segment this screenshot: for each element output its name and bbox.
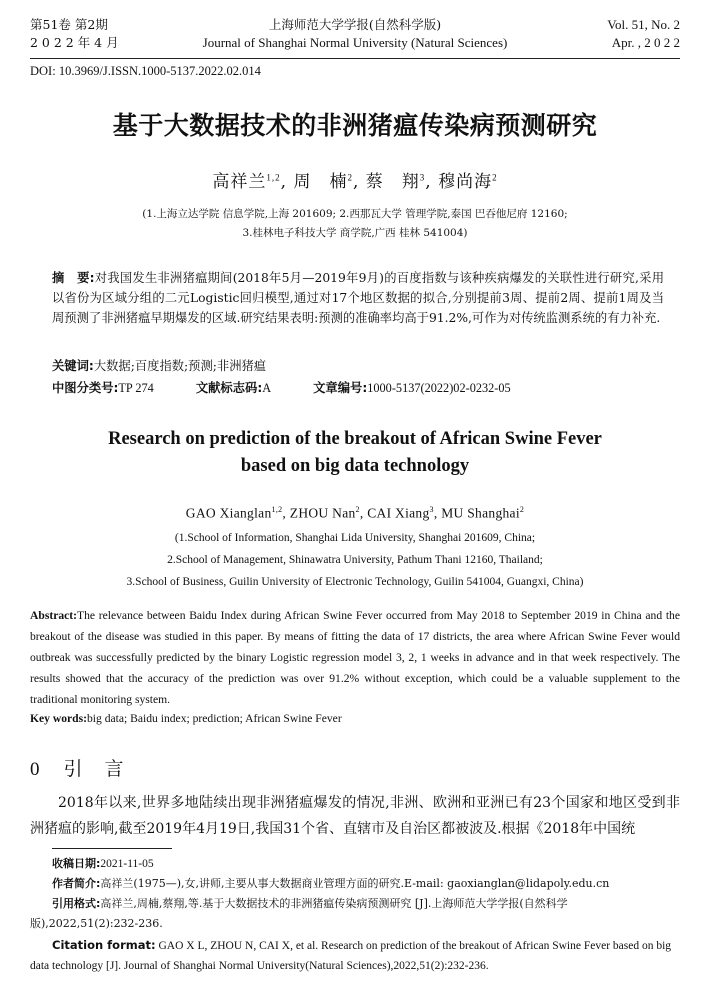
author-en-4-sup: 2 — [519, 505, 525, 514]
cite-en-value: GAO X L, ZHOU N, CAI X, et al. Research on prediction of the breakout of African Swine Fever based on big data technology [J]. Journal of Shanghai Normal University(Natural Sciences),2022,51(2):232-236. — [30, 940, 672, 972]
journal-en: Journal of Shanghai Normal University (Natural Sciences) — [202, 35, 508, 50]
author-bio-value: 高祥兰(1975—),女,讲师,主要从事大数据商业管理方面的研究.E-mail: gaoxianglan@lidapoly.edu.cn — [100, 877, 610, 890]
affiliation-cn-1: (1.上海立达学院 信息学院,上海 201609; 2.西那瓦大学 管理学院,泰国 巴吞他尼府 12160; — [142, 208, 568, 220]
header-center — [0, 16, 710, 52]
keywords-cn-text: 大数据;百度指数;预测;非洲猪瘟 — [93, 359, 267, 373]
received-label: 收稿日期: — [52, 857, 101, 870]
title-cn: 基于大数据技术的非洲猪瘟传染病预测研究 — [112, 111, 598, 140]
title-en-line-2: based on big data technology — [240, 456, 470, 476]
doc-code-label: 文献标志码: — [195, 381, 263, 395]
author-en-1: GAO Xianglan — [185, 505, 272, 521]
footnote-rule — [52, 848, 172, 849]
author-cn-4-sup: 2 — [492, 172, 498, 183]
keywords-cn — [52, 356, 664, 376]
abstract-en — [30, 605, 680, 710]
footnote-cite-cn — [30, 894, 672, 934]
keywords-en-label: Key words: — [30, 712, 87, 725]
author-en-2: ZHOU Nan — [289, 505, 356, 521]
keywords-en-text: big data; Baidu index; prediction; African Swine Fever — [87, 712, 342, 725]
classification-cn — [52, 378, 664, 398]
author-cn-3-sup: 3 — [419, 172, 426, 183]
doc-code-value: A — [262, 381, 272, 395]
affiliation-cn-2: 3.桂林电子科技大学 商学院,广西 桂林 541004) — [242, 227, 468, 239]
abstract-en-label: Abstract: — [30, 609, 78, 622]
doi: DOI: 10.3969/J.ISSN.1000-5137.2022.02.014 — [30, 64, 261, 78]
author-cn-3: 蔡 翔 — [365, 172, 420, 192]
footnote-cite-en — [30, 935, 672, 976]
keywords-cn-label: 关键词: — [52, 359, 94, 373]
cite-cn-label: 引用格式: — [52, 897, 101, 910]
abstract-cn-text: 对我国发生非洲猪瘟期间(2018年5月—2019年9月)的百度指数与该种疾病爆发的关联性进行研究,采用以省份为区域分组的二元Logistic回归模型,通过对17个地区数据的拟合,分别提前3周、提前2周、提前1周及当周预测了非洲猪瘟早期爆发的区域.研究结果表明:预测的准确率均高于91.2%,可作为对传统监测系统的有力补充. — [52, 271, 664, 325]
keywords-en — [30, 709, 680, 729]
authors-cn: 高祥兰$^{1,2}$, 周 楠$^2$, 蔡 翔$^3$, 穆尚海$^2$ — [212, 172, 498, 192]
received-value: 2021-11-05 — [100, 858, 154, 870]
affiliation-en-2: 2.School of Management, Shinawatra University, Pathum Thani 12160, Thailand; — [167, 554, 543, 566]
author-en-3: CAI Xiang — [367, 505, 430, 521]
article-no-value: 1000-5137(2022)02-0232-05 — [367, 381, 511, 395]
author-cn-1-sup: 1,2 — [266, 172, 281, 183]
article-no-label: 文章编号: — [313, 381, 368, 395]
author-bio-label: 作者简介: — [52, 877, 101, 890]
affiliation-en-3: 3.School of Business, Guilin University of Electronic Technology, Guilin 541004, Guangxi, China) — [126, 576, 584, 588]
affiliation-en-1: (1.School of Information, Shanghai Lida University, Shanghai 201609, China; — [174, 532, 536, 544]
header-right — [607, 16, 680, 52]
author-en-1-sup: 1,2 — [271, 505, 283, 514]
author-en-4: MU Shanghai — [441, 505, 520, 521]
abstract-cn-label: 摘 要: — [52, 271, 95, 285]
volume-en: Vol. 51, No. 2 — [607, 17, 680, 32]
cite-en-label: Citation format: — [52, 938, 156, 952]
body-paragraph: 2018年以来,世界多地陆续出现非洲猪瘟爆发的情况,非洲、欧洲和亚洲已有23个国家和地区受到非洲猪瘟的影响,截至2019年4月19日,我国31个省、直辖市及自治区都被波及.根据《2018年中国统 — [30, 795, 680, 837]
author-cn-2: 周 楠 — [293, 172, 348, 192]
section-heading — [30, 754, 146, 781]
section-number: 0 — [30, 759, 42, 780]
clc-value: TP 274 — [118, 381, 154, 395]
header-rule — [30, 58, 680, 59]
section-title: 引言 — [63, 758, 146, 780]
author-cn-1: 高祥兰 — [212, 172, 267, 192]
title-en — [0, 426, 710, 480]
author-cn-2-sup: 2 — [347, 172, 353, 183]
volume-cn: 第51卷 第2期 — [30, 17, 108, 32]
abstract-cn — [52, 268, 664, 328]
cite-cn-value: 高祥兰,周楠,蔡翔,等.基于大数据技术的非洲猪瘟传染病预测研究 [J].上海师范大学学报(自然科学版),2022,51(2):232-236. — [30, 897, 568, 930]
journal-cn: 上海师范大学学报(自然科学版) — [268, 17, 442, 32]
authors-en: GAO Xianglan$^{1,2}$, ZHOU Nan$^2$, CAI Xiang$^3$, MU Shanghai$^2$ — [185, 505, 525, 521]
title-en-line-1: Research on prediction of the breakout of African Swine Fever — [108, 429, 602, 449]
date-cn: 2 0 2 2 年 4 月 — [30, 35, 119, 50]
date-en: Apr. , 2 0 2 2 — [611, 35, 680, 50]
author-cn-4: 穆尚海 — [438, 172, 493, 192]
footnote-author — [52, 874, 672, 894]
author-en-3-sup: 3 — [429, 505, 434, 514]
footnote-received — [52, 854, 672, 874]
author-en-2-sup: 2 — [355, 505, 360, 514]
clc-label: 中图分类号: — [52, 381, 119, 395]
abstract-en-text: The relevance between Baidu Index during African Swine Fever occurred from May 2018 to September 2019 in China and the breakout of the disease was studied in this paper. By means of fitting the data of 17 districts, the area where African Swine Fever would outbreak was successfully predicted by the binary Logistic regression model 3, 2, 1 weeks in advance and in that week respectively. The results showed that the accuracy of the prediction was over 91.2% without exception, which could be a valuable supplement to the traditional monitoring system. — [30, 609, 680, 706]
